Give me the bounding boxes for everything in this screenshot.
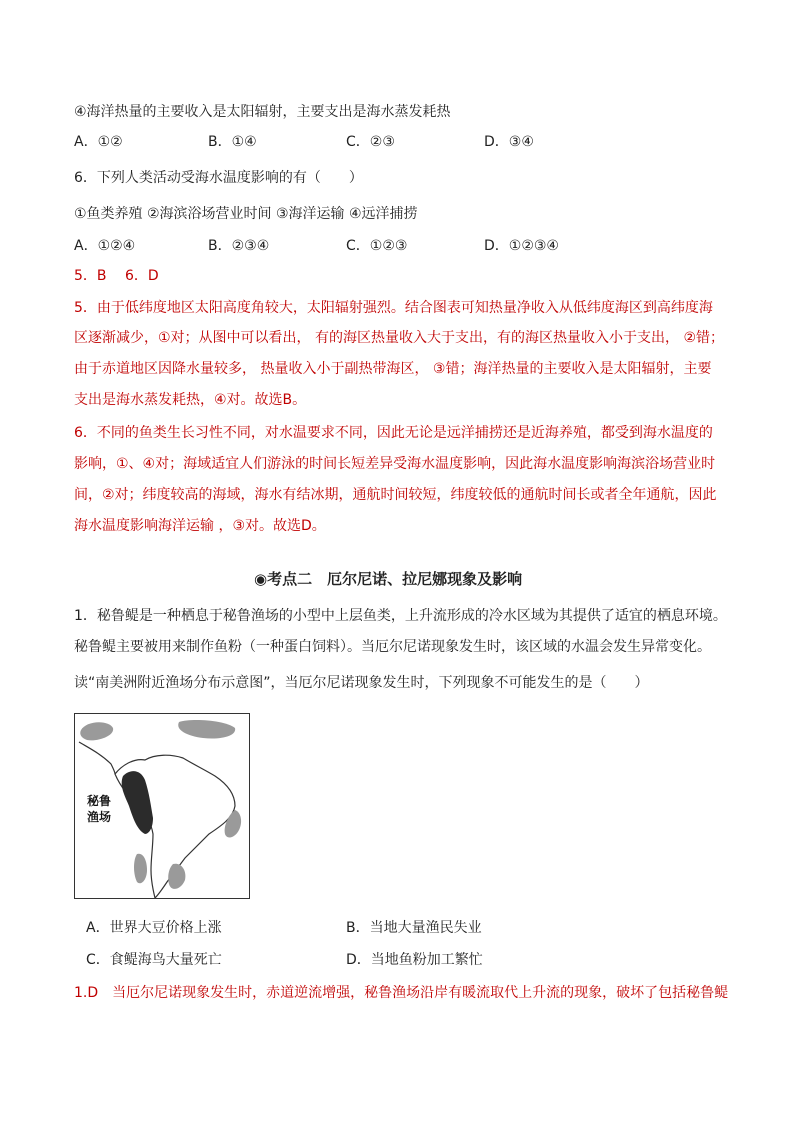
map-label-fishery: 渔场 — [87, 810, 112, 824]
q6-stem: 6．下列人类活动受海水温度影响的有（ ） — [74, 170, 363, 186]
q5-option-c: C．②③ — [346, 134, 395, 150]
fishery-area-north-east — [178, 720, 235, 739]
q1-option-b: B．当地大量渔民失业 — [346, 920, 482, 936]
q6-items: ①鱼类养殖 ②海滨浴场营业时间 ③海洋运输 ④远洋捕捞 — [74, 206, 418, 222]
q1-option-a: A．世界大豆价格上涨 — [86, 920, 222, 936]
q5-option-d: D．③④ — [484, 134, 534, 150]
answer-key: 5．B 6．D — [74, 268, 159, 284]
q6-option-c: C．①②③ — [346, 238, 408, 254]
fishery-area-south-east — [168, 864, 185, 889]
q5-option-b: B．①④ — [208, 134, 257, 150]
explanation-5-line-1: 5．由于低纬度地区太阳高度角较大，太阳辐射强烈。结合图表可知热量净收入从低纬度海区到高纬度海 — [74, 300, 713, 316]
q1-option-d: D．当地鱼粉加工繁忙 — [346, 952, 483, 968]
explanation-5-line-2: 区逐渐减少，①对；从图中可以看出， 有的海区热量收入大于支出，有的海区热量收入小于支出， ②错； — [74, 330, 724, 346]
q5-option-a: A．①② — [74, 134, 123, 150]
q6-option-d: D．①②③④ — [484, 238, 559, 254]
fishery-area-north-west — [80, 722, 113, 740]
q1-stem-line-1: 1．秘鲁鳀是一种栖息于秘鲁渔场的小型中上层鱼类，上升流形成的冷水区域为其提供了适宜的栖息环境。 — [74, 608, 727, 624]
q1-stem-line-2: 秘鲁鳀主要被用来制作鱼粉（一种蛋白饲料）。当厄尔尼诺现象发生时，该区域的水温会发生异常变化。 — [74, 639, 711, 655]
q1-stem-line-3: 读“南美洲附近渔场分布示意图”，当厄尔尼诺现象发生时，下列现象不可能发生的是（ ） — [74, 675, 649, 691]
explanation-5-line-3: 由于赤道地区因降水量较多， 热量收入小于副热带海区， ③错；海洋热量的主要收入是太阳辐射，主要 — [74, 361, 712, 377]
q1-option-c: C．食鳀海鸟大量死亡 — [86, 952, 222, 968]
q6-option-b: B．②③④ — [208, 238, 270, 254]
central-america-coast — [79, 742, 115, 774]
fishery-area-south-west — [134, 854, 147, 884]
south-america-fishery-map — [74, 713, 250, 899]
q6-option-a: A．①②④ — [74, 238, 136, 254]
map-label-peru: 秘鲁 — [87, 794, 112, 808]
explanation-5-line-4: 支出是海水蒸发耗热，④对。故选B。 — [74, 392, 307, 408]
explanation-6-line-2: 影响，①、④对；海域适宜人们游泳的时间长短差异受海水温度影响，因此海水温度影响海滨浴场营业时 — [74, 456, 716, 472]
q5-item-4: ④海洋热量的主要收入是太阳辐射，主要支出是海水蒸发耗热 — [74, 104, 451, 120]
section-title: ◉考点二 厄尔尼诺、拉尼娜现象及影响 — [254, 570, 523, 588]
explanation-6-line-3: 间，②对；纬度较高的海域，海水有结冰期，通航时间较短，纬度较低的通航时间长或者全年通航，因此 — [74, 487, 717, 503]
q1-answer: 1.D 当厄尔尼诺现象发生时，赤道逆流增强，秘鲁渔场沿岸有暖流取代上升流的现象，破坏了包括秘鲁鳀 — [74, 985, 729, 1001]
explanation-6-line-4: 海水温度影响海洋运输 ，③对。故选D。 — [74, 518, 326, 534]
explanation-6-line-1: 6．不同的鱼类生长习性不同，对水温要求不同，因此无论是远洋捕捞还是近海养殖，都受到海水温度的 — [74, 425, 713, 441]
